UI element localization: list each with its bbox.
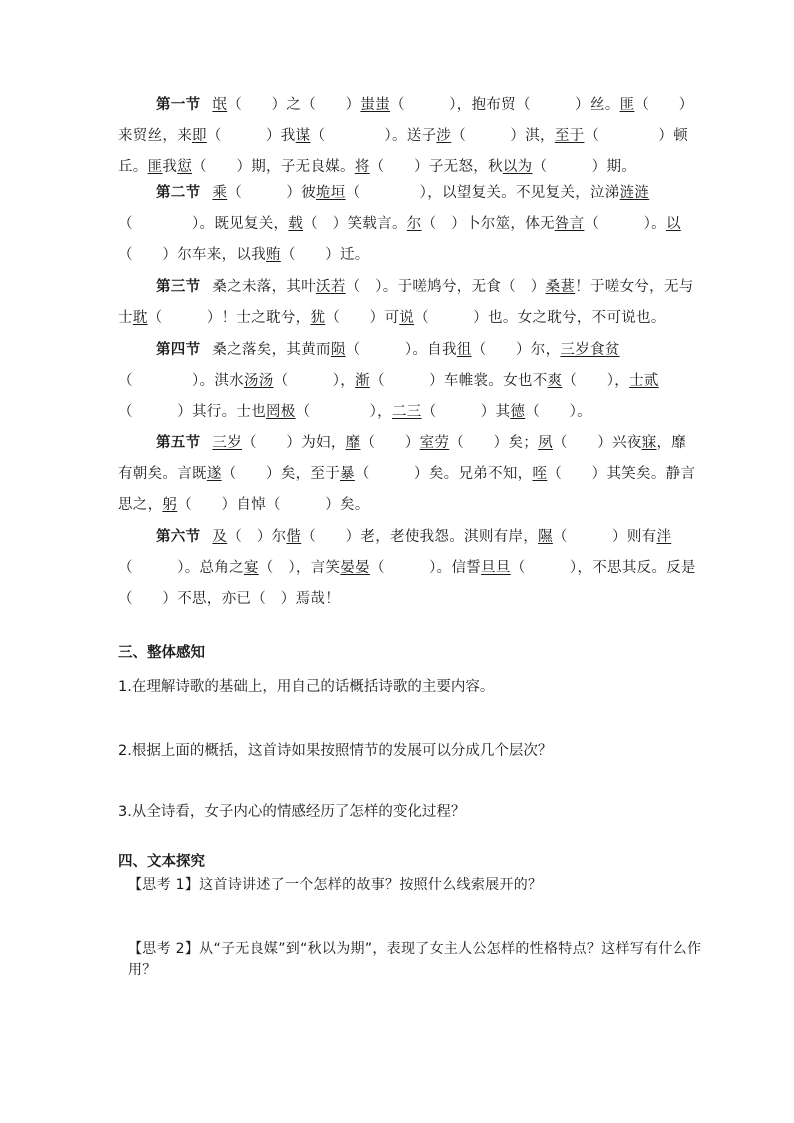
section-5: [118, 428, 698, 521]
section-1: [118, 90, 698, 183]
section-4: [118, 335, 698, 428]
question-2: 2.根据上面的概括，这首诗如果按照情节的发展可以分成几个层次？: [118, 743, 553, 759]
section-5-paragraph: 第五节 三岁（ ）为妇，靡（ ）室劳（ ）矣；夙（ ）兴夜寐，靡有朝矣。言既遂（ ）矣，至于暴（ ）矣。兄弟不知，咥（ ）其笑矣。静言思之，躬（ ）自悼（ ）矣。: [118, 435, 696, 513]
section-6-label: 第六节: [156, 529, 201, 545]
section-4-paragraph: 第四节 桑之落矣，其黄而陨（ ）。自我徂（ ）尔，三岁食贫（ ）。淇水汤汤（ ），渐（ ）车帷裳。女也不爽（ ），士贰（ ）其行。士也罔极（ ），二三（ ）其德（ ）。: [118, 342, 659, 420]
heading-text-exploration: 四、文本探究: [118, 854, 205, 870]
think-2: 【思考 2】从“子无良媒”到“秋以为期”，表现了女主人公怎样的性格特点？这样写有什么作用？: [128, 941, 702, 978]
section-2-paragraph: 第二节 乘（ ）彼垝垣（ ），以望复关。不见复关，泣涕涟涟（ ）。既见复关，载（ ）笑载言。尔（ ）卜尔筮，体无咎言（ ）。以（ ）尔车来，以我贿（ ）迁。: [118, 185, 681, 263]
section-6-paragraph: 第六节 及（ ）尔偕（ ）老，老使我怨。淇则有岸，隰（ ）则有泮（ ）。总角之宴（ ），言笑晏晏（ ）。信誓旦旦（ ），不思其反。反是（ ）不思，亦已（ ）焉哉！: [118, 529, 696, 607]
question-1: 1.在理解诗歌的基础上，用自己的话概括诗歌的主要内容。: [118, 679, 495, 695]
section-2: [118, 178, 698, 271]
section-1-label: 第一节: [156, 97, 201, 113]
question-3: 3.从全诗看，女子内心的情感经历了怎样的变化过程？: [118, 804, 466, 820]
section-1-paragraph: 第一节 氓（ ）之（ ）蚩蚩（ ），抱布贸（ ）丝。匪（ ）来贸丝，来即（ ）我谋（ ）。送子涉（ ）淇，至于（ ）顿丘。匪我愆（ ）期，子无良媒。将（ ）子无怒，秋以为（ ）期。: [118, 97, 694, 175]
section-4-label: 第四节: [156, 342, 201, 358]
section-3-paragraph: 第三节 桑之未落，其叶沃若（ ）。于嗟鸠兮，无食（ ）桑葚！于嗟女兮，无与士耽（ ）！士之耽兮，犹（ ）可说（ ）也。女之耽兮，不可说也。: [118, 279, 694, 326]
section-3: [118, 272, 698, 334]
heading-overall-perception: 三、整体感知: [118, 645, 205, 661]
section-2-label: 第二节: [156, 185, 201, 201]
section-5-label: 第五节: [156, 435, 201, 451]
section-3-label: 第三节: [156, 279, 201, 295]
section-6: [118, 522, 698, 615]
think-1: 【思考 1】这首诗讲述了一个怎样的故事？按照什么线索展开的？: [128, 877, 543, 893]
